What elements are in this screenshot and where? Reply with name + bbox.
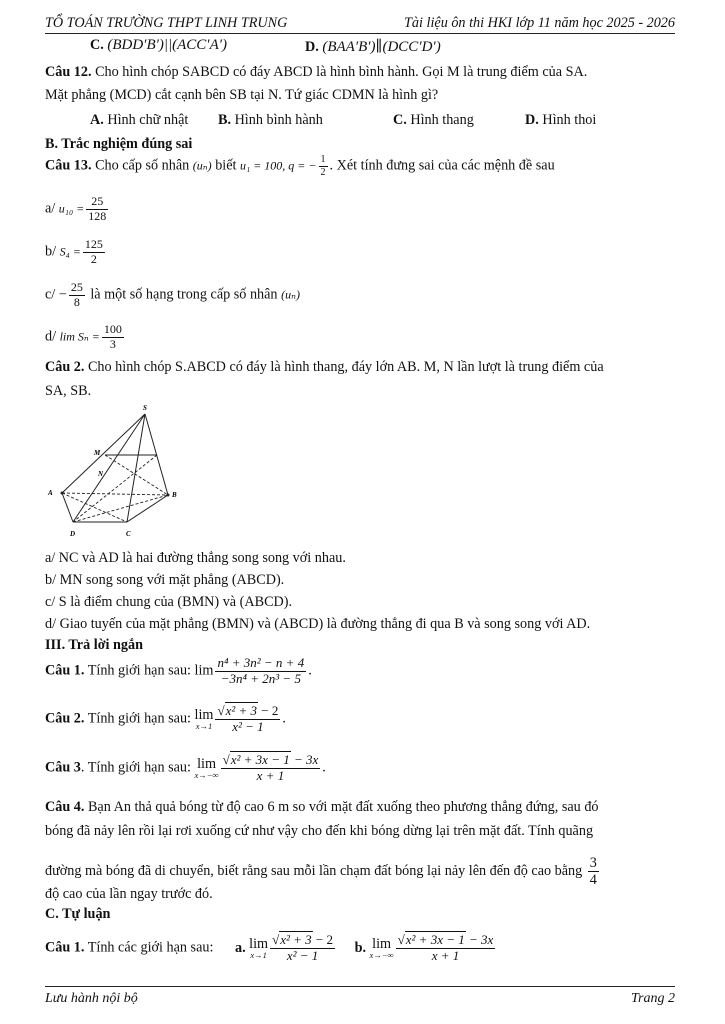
q12-line-1: Câu 12. Cho hình chóp SABCD có đáy ABCD là hình bình hành. Gọi M là trung điểm của SA.: [45, 64, 588, 80]
short-q2: Câu 2. Tính giới hạn sau: lim x→1 $\frac{\text{√x² + 3 − 2}}{\text{x² − 1}}$ .: [45, 703, 286, 734]
footer-note: Lưu hành nội bộ: [45, 991, 138, 1006]
q11-option-c-text: (BDD′B′)||(ACC′A′): [107, 37, 228, 53]
q13-statement-c: c/ − $\frac{25}{8}$ là một số hạng trong cấp số nhân (uₙ): [45, 280, 300, 309]
q11-option-c: C. (BDD′B′)||(ACC′A′): [90, 37, 228, 53]
q11-option-d-text: (BAA′B′)∥(DCC′D′): [322, 39, 441, 55]
short-q4-line-1: Câu 4. Bạn An thả quả bóng từ độ cao 6 m so với mặt đất xuống theo phương thẳng đứng, sau đó: [45, 799, 599, 815]
page-header: [45, 13, 675, 34]
short-q4-line-2: bóng đã nảy lên rồi lại rơi xuống cứ như vậy cho đến khi bóng dừng lại trên mặt đất. Tính quãng: [45, 823, 594, 839]
q2-statement-c: c/ S là điểm chung của (BMN) và (ABCD).: [45, 594, 293, 610]
label-N: N: [98, 470, 104, 478]
header-doc-title: Tài liệu ôn thi HKI lớp 11 năm học 2025 - 2026: [404, 15, 675, 31]
label-D: D: [70, 530, 76, 538]
header-school: TỔ TOÁN TRƯỜNG THPT LINH TRUNG: [45, 15, 288, 31]
edge-CB: [127, 495, 168, 522]
section-3-heading: III. Trả lời ngắn: [45, 637, 144, 653]
short-q3: Câu 3. Tính giới hạn sau: lim x→−∞ $\frac{\text{√x² + 3x − 1 − 3x}}{x + 1}$ .: [45, 752, 326, 783]
q13-statement-d: d/ lim Sₙ = $\frac{100}{3}$: [45, 322, 122, 351]
label-M: M: [94, 449, 101, 457]
q12-option-d: D. Hình thoi: [525, 112, 597, 128]
edge-SC: [127, 414, 145, 522]
edge-AB-hidden: [62, 493, 168, 495]
q12-option-c: C. Hình thang: [393, 112, 474, 128]
short-q4-line-3: đường mà bóng đã di chuyển, biết rằng sau mỗi lần chạm đất bóng lại nảy lên đến độ cao bằng $\frac{3}{4}$: [45, 855, 597, 889]
q13-intro: Câu 13. Cho cấp số nhân (uₙ) biết u₁ = 100, q = − $\frac{1}{2}$ . Xét tính đưng sai của các mệnh đề sau: [45, 154, 555, 178]
pyramid-figure: [40, 400, 190, 550]
essay-q1: Câu 1. Tính các giới hạn sau: a. lim x→1 $\frac{\text{√x² + 3 − 2}}{\text{x² − 1}}$ b. lim x→−∞ $\frac{\text{√x² + 3x − 1 − 3x}}{x + 1}$: [45, 932, 494, 963]
q2-statement-d: d/ Giao tuyến của mặt phẳng (BMN) và (ABCD) là đường thẳng đi qua B và song song với AD.: [45, 616, 591, 632]
q2-line-1: Câu 2. Cho hình chóp S.ABCD có đáy là hình thang, đáy lớn AB. M, N lần lượt là trung điểm của: [45, 359, 604, 375]
q11-option-d: D. (BAA′B′)∥(DCC′D′): [305, 39, 441, 55]
q2-line-2: SA, SB.: [45, 383, 92, 399]
short-q4-line-4: độ cao của lần ngay trước đó.: [45, 886, 213, 902]
section-c-heading: C. Tự luận: [45, 906, 111, 922]
edge-SD: [73, 414, 145, 522]
q12-option-b: B. Hình bình hành: [218, 112, 323, 128]
q13-statement-b: b/ S₄ = $\frac{125}{2}$: [45, 237, 103, 266]
q2-statement-b: b/ MN song song với mặt phẳng (ABCD).: [45, 572, 285, 588]
label-B: B: [172, 491, 177, 499]
q2-statement-a: a/ NC và AD là hai đường thẳng song song với nhau.: [45, 550, 346, 566]
page-footer: [45, 986, 675, 1006]
q13-statement-a: a/ u₁₀ = $\frac{25}{128}$: [45, 194, 107, 223]
edge-SA: [62, 414, 145, 493]
q12-line-2: Mặt phẳng (MCD) cắt cạnh bên SB tại N. Tứ giác CDMN là hình gì?: [45, 87, 439, 103]
page-number: Trang 2: [631, 991, 675, 1006]
section-b-heading: B. Trắc nghiệm đúng sai: [45, 136, 193, 152]
label-S: S: [143, 404, 147, 412]
short-q1: Câu 1. Tính giới hạn sau: lim $\frac{\text{n⁴ + 3n² − n + 4}}{\text{−3n⁴ + 2n³ − 5}}$ .: [45, 655, 312, 686]
q12-option-a: A. Hình chữ nhật: [90, 112, 189, 128]
diag-DB-hidden: [73, 495, 168, 522]
label-A: A: [48, 489, 53, 497]
seg-ND-hidden: [73, 455, 157, 522]
label-C: C: [126, 530, 131, 538]
